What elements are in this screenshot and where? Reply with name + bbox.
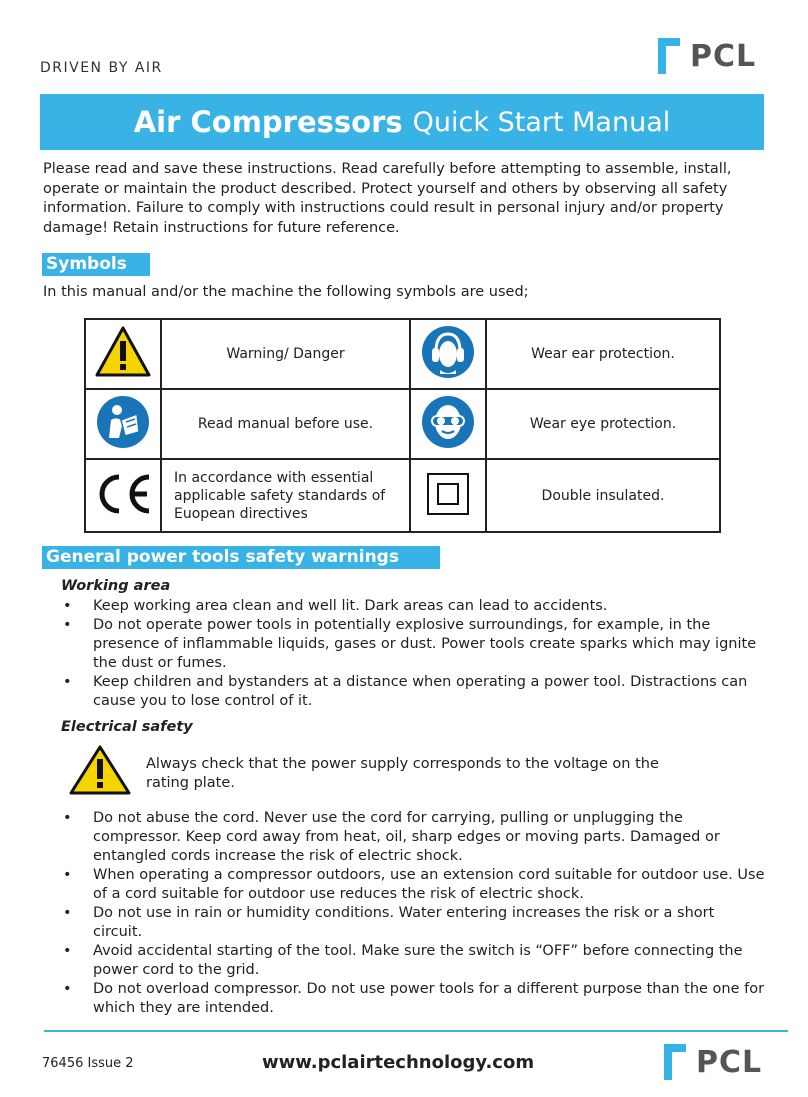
symbol-cell — [410, 389, 486, 459]
symbol-cell — [85, 319, 161, 389]
symbol-text: Wear ear protection. — [486, 319, 720, 389]
footer-divider — [44, 1030, 788, 1032]
issue-number: 76456 Issue 2 — [42, 1056, 134, 1071]
header-logo — [658, 38, 756, 74]
general-safety-heading: General power tools safety warnings — [42, 546, 440, 569]
symbol-cell — [410, 319, 486, 389]
symbol-cell — [85, 389, 161, 459]
electrical-safety-title: Electrical safety — [61, 719, 193, 735]
logo-mark-icon — [664, 1044, 694, 1080]
logo-mark-icon — [658, 38, 688, 74]
list-item: • Keep working area clean and well lit. Dark areas can lead to accidents. — [61, 597, 771, 616]
symbol-text: Read manual before use. — [161, 389, 410, 459]
tagline: DRIVEN BY AIR — [40, 60, 163, 76]
table-row — [85, 389, 720, 459]
symbol-cell — [85, 459, 161, 532]
symbols-intro: In this manual and/or the machine the following symbols are used; — [43, 284, 529, 300]
logo-text: PCL — [696, 1044, 763, 1080]
website-url[interactable]: www.pclairtechnology.com — [262, 1052, 535, 1073]
table-row — [85, 459, 720, 532]
read-manual-icon — [95, 394, 151, 450]
warning-triangle-icon — [94, 325, 152, 379]
list-item: • Do not abuse the cord. Never use the cord for carrying, pulling or unplugging the compressor. Keep cord away from heat, oil, sharp edges or moving parts. Damaged or entangled cords increase the risk of electric shock. — [61, 809, 767, 866]
ear-protection-icon — [420, 324, 476, 380]
footer-logo — [664, 1044, 762, 1080]
list-item: • Avoid accidental starting of the tool. Make sure the switch is “OFF” before connecting the power cord to the grid. — [61, 942, 767, 980]
eye-protection-icon — [420, 394, 476, 450]
title-light: Quick Start Manual — [412, 106, 671, 138]
electrical-list — [61, 809, 767, 1018]
list-item: • Do not use in rain or humidity conditions. Water entering increases the risk or a short circuit. — [61, 904, 767, 942]
symbol-cell — [410, 459, 486, 532]
double-insulated-icon — [424, 470, 472, 518]
working-area-title: Working area — [61, 578, 171, 594]
symbols-table — [84, 318, 721, 533]
intro-paragraph: Please read and save these instructions. Read carefully before attempting to assemble, install, operate or maintain the product described. Protect yourself and others by observing all safety information. Failure to comply with instructions could result in personal injury and/or property damage! Retain instructions for future reference. — [43, 161, 732, 236]
ce-mark-icon — [92, 471, 154, 517]
table-row — [85, 319, 720, 389]
list-item: • When operating a compressor outdoors, use an extension cord suitable for outdoor use. Use of a cord suitable for outdoor use reduces the risk of electric shock. — [61, 866, 767, 904]
title-bold: Air Compressors — [133, 105, 403, 139]
warning-triangle-icon — [68, 744, 132, 796]
list-item: • Keep children and bystanders at a distance when operating a power tool. Distractions can cause you to lose control of it. — [61, 673, 771, 711]
working-area-list — [61, 597, 771, 711]
symbols-heading: Symbols — [42, 253, 150, 276]
symbol-text: Wear eye protection. — [486, 389, 720, 459]
list-item: • Do not operate power tools in potentially explosive surroundings, for example, in the presence of inflammable liquids, gases or dust. Power tools create sparks which may ignite the dust or fumes. — [61, 616, 771, 673]
electrical-note: Always check that the power supply corresponds to the voltage on the rating plate. — [146, 756, 659, 791]
logo-text: PCL — [690, 38, 757, 74]
symbol-text: In accordance with essential applicable safety standards of Euopean directives — [161, 459, 410, 532]
list-item: • Do not overload compressor. Do not use power tools for a different purpose than the one for which they are intended. — [61, 980, 767, 1018]
symbol-text: Double insulated. — [486, 459, 720, 532]
symbol-text: Warning/ Danger — [161, 319, 410, 389]
title-banner — [40, 94, 764, 150]
